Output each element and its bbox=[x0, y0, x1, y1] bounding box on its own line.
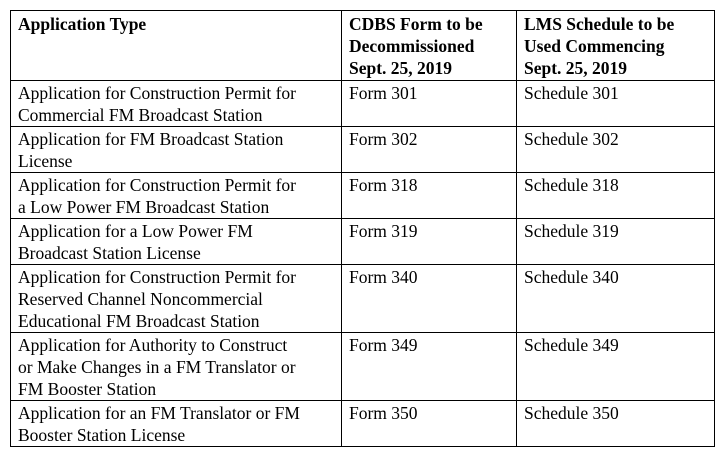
cell-line: or Make Changes in a FM Translator or bbox=[18, 357, 296, 377]
cell-application-type bbox=[11, 127, 342, 173]
header-line: Application Type bbox=[18, 14, 147, 34]
cell-line: Broadcast Station License bbox=[18, 243, 201, 263]
cell-lms-schedule: Schedule 319 bbox=[517, 219, 715, 265]
cell-application-type bbox=[11, 333, 342, 401]
cell-line: Reserved Channel Noncommercial bbox=[18, 289, 263, 309]
header-line: Sept. 25, 2019 bbox=[524, 58, 628, 78]
cell-line: Application for Construction Permit for bbox=[18, 83, 297, 103]
cell-line: Application for Authority to Construct bbox=[18, 335, 288, 355]
table-row bbox=[11, 219, 715, 265]
cell-line: Application for Construction Permit for bbox=[18, 175, 297, 195]
cell-cdbs-form: Form 319 bbox=[342, 219, 517, 265]
cell-cdbs-form: Form 349 bbox=[342, 333, 517, 401]
cell-cdbs-form: Form 301 bbox=[342, 81, 517, 127]
table-row bbox=[11, 81, 715, 127]
cell-application-type bbox=[11, 401, 342, 447]
cell-line: Educational FM Broadcast Station bbox=[18, 311, 260, 331]
table-row bbox=[11, 265, 715, 333]
header-application-type bbox=[11, 11, 342, 81]
cell-cdbs-form: Form 302 bbox=[342, 127, 517, 173]
header-line: LMS Schedule to be bbox=[524, 14, 675, 34]
cell-lms-schedule: Schedule 349 bbox=[517, 333, 715, 401]
header-lms-schedule bbox=[517, 11, 715, 81]
cell-application-type bbox=[11, 219, 342, 265]
table-row bbox=[11, 401, 715, 447]
table-row bbox=[11, 173, 715, 219]
cell-line: FM Booster Station bbox=[18, 379, 157, 399]
cell-cdbs-form: Form 350 bbox=[342, 401, 517, 447]
header-row bbox=[11, 11, 715, 81]
cell-line: Application for FM Broadcast Station bbox=[18, 129, 284, 149]
cell-line: a Low Power FM Broadcast Station bbox=[18, 197, 270, 217]
header-line: Used Commencing bbox=[524, 36, 665, 56]
header-line: CDBS Form to be bbox=[349, 14, 483, 34]
cell-cdbs-form: Form 340 bbox=[342, 265, 517, 333]
header-line: Decommissioned bbox=[349, 36, 475, 56]
cell-line: Application for an FM Translator or FM bbox=[18, 403, 300, 423]
header-cdbs-form bbox=[342, 11, 517, 81]
cell-line: Application for a Low Power FM bbox=[18, 221, 253, 241]
cell-line: Application for Construction Permit for bbox=[18, 267, 297, 287]
table-row bbox=[11, 127, 715, 173]
cell-cdbs-form: Form 318 bbox=[342, 173, 517, 219]
cell-line: Booster Station License bbox=[18, 425, 186, 445]
cell-lms-schedule: Schedule 350 bbox=[517, 401, 715, 447]
cell-application-type bbox=[11, 265, 342, 333]
cell-lms-schedule: Schedule 340 bbox=[517, 265, 715, 333]
cell-line: Commercial FM Broadcast Station bbox=[18, 105, 263, 125]
cell-application-type bbox=[11, 173, 342, 219]
cell-lms-schedule: Schedule 302 bbox=[517, 127, 715, 173]
cell-application-type bbox=[11, 81, 342, 127]
cell-line: License bbox=[18, 151, 73, 171]
cell-lms-schedule: Schedule 301 bbox=[517, 81, 715, 127]
table-row bbox=[11, 333, 715, 401]
application-forms-table bbox=[10, 10, 715, 447]
header-line: Sept. 25, 2019 bbox=[349, 58, 453, 78]
cell-lms-schedule: Schedule 318 bbox=[517, 173, 715, 219]
